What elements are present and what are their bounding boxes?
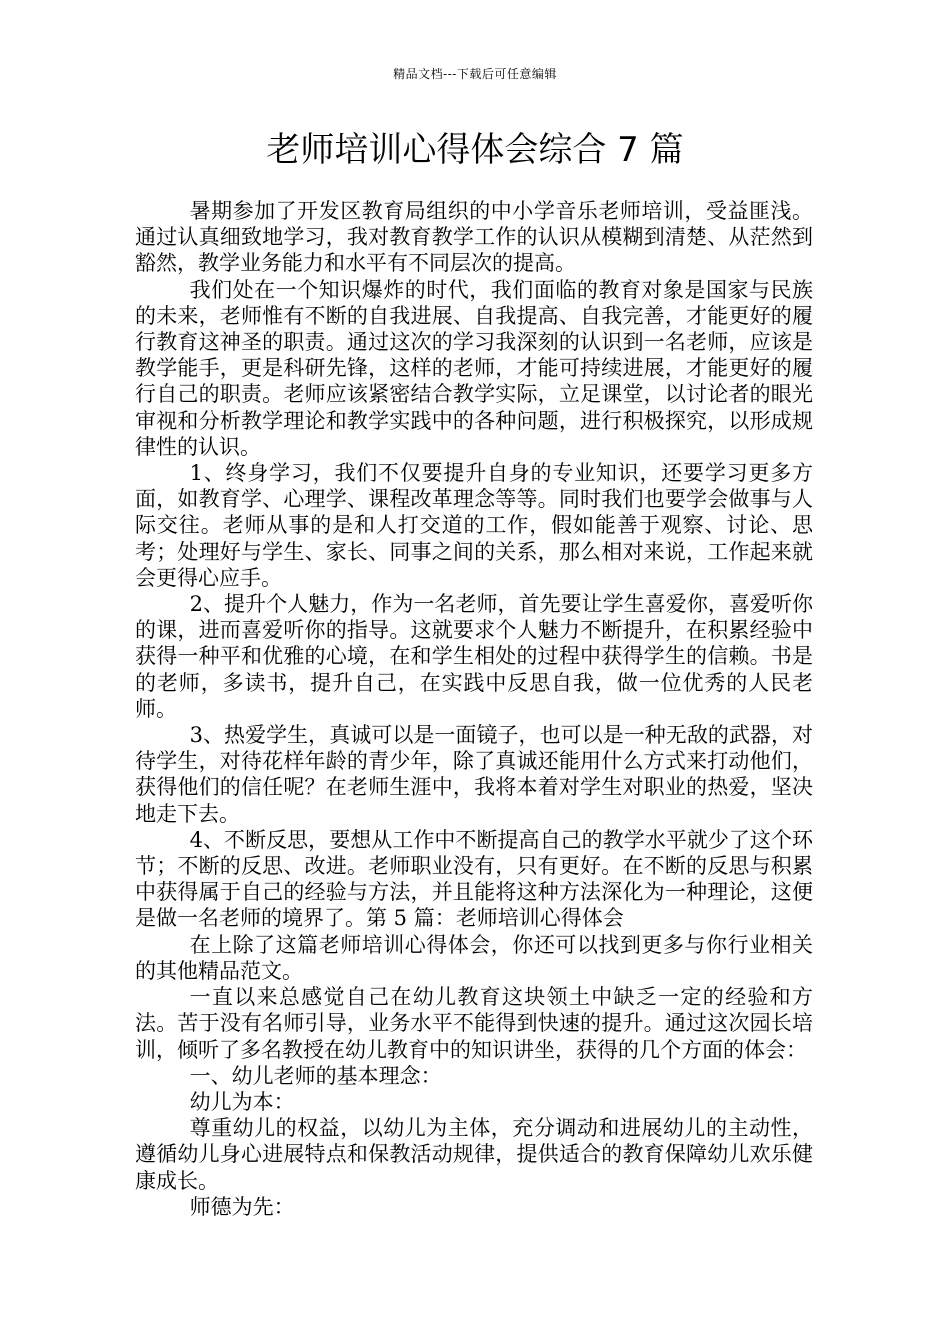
paragraph: 一直以来总感觉自己在幼儿教育这块领土中缺乏一定的经验和方法。苦于没有名师引导，业务水平不能得到快速的提升。通过这次园长培训，倾听了多名教授在幼儿教育中的知识讲坐，获得的几个方面的体会： bbox=[135, 985, 813, 1062]
paragraph: 暑期参加了开发区教育局组织的中小学音乐老师培训，受益匪浅。通过认真细致地学习，我对教育教学工作的认识从模糊到清楚、从茫然到豁然，教学业务能力和水平有不同层次的提高。 bbox=[135, 199, 813, 276]
paragraph: 在上除了这篇老师培训心得体会，你还可以找到更多与你行业相关的其他精品范文。 bbox=[135, 932, 813, 983]
paragraph: 我们处在一个知识爆炸的时代，我们面临的教育对象是国家与民族的未来，老师惟有不断的自我进展、自我提高、自我完善，才能更好的履行教育这神圣的职责。通过这次的学习我深刻的认识到一名老师，应该是教学能手，更是科研先锋，这样的老师，才能可持续进展，才能更好的履行自己的职责。老师应该紧密结合教学实际，立足课堂，以讨论者的眼光审视和分析教学理论和教学实践中的各种问题，进行积极探究，以形成规律性的认识。 bbox=[135, 277, 813, 459]
paragraph: 尊重幼儿的权益，以幼儿为主体，充分调动和进展幼儿的主动性，遵循幼儿身心进展特点和保教活动规律，提供适合的教育保障幼儿欢乐健康成长。 bbox=[135, 1116, 813, 1193]
sub-heading: 幼儿为本： bbox=[189, 1089, 295, 1114]
section-heading: 一、幼儿老师的基本理念： bbox=[189, 1063, 442, 1088]
paragraph: 4、不断反思，要想从工作中不断提高自己的教学水平就少了这个环节；不断的反思、改进。老师职业没有，只有更好。在不断的反思与积累中获得属于自己的经验与方法，并且能将这种方法深化为一种理论，这便是做一名老师的境界了。第 5 篇：老师培训心得体会 bbox=[135, 827, 813, 931]
header-note: 精品文档---下载后可任意编辑 bbox=[393, 67, 557, 81]
paragraph: 1、终身学习，我们不仅要提升自身的专业知识，还要学习更多方面，如教育学、心理学、课程改革理念等等。同时我们也要学会做事与人际交往。老师从事的是和人打交道的工作，假如能善于观察、讨论、思考；处理好与学生、家长、同事之间的关系，那么相对来说，工作起来就会更得心应手。 bbox=[135, 461, 813, 590]
sub-heading: 师德为先： bbox=[189, 1194, 295, 1219]
paragraph: 3、热爱学生，真诚可以是一面镜子，也可以是一种无敌的武器，对待学生，对待花样年龄的青少年，除了真诚还能用什么方式来打动他们，获得他们的信任呢？在老师生涯中，我将本着对学生对职业的热爱，坚决地走下去。 bbox=[135, 723, 813, 826]
document-title: 老师培训心得体会综合 7 篇 bbox=[266, 130, 684, 170]
paragraph: 2、提升个人魅力，作为一名老师，首先要让学生喜爱你，喜爱听你的课，进而喜爱听你的指导。这就要求个人魅力不断提升，在积累经验中获得一种平和优雅的心境，在和学生相处的过程中获得学生的信赖。书是的老师，多读书，提升自己，在实践中反思自我，做一位优秀的人民老师。 bbox=[135, 592, 813, 721]
document-body bbox=[135, 198, 813, 1220]
